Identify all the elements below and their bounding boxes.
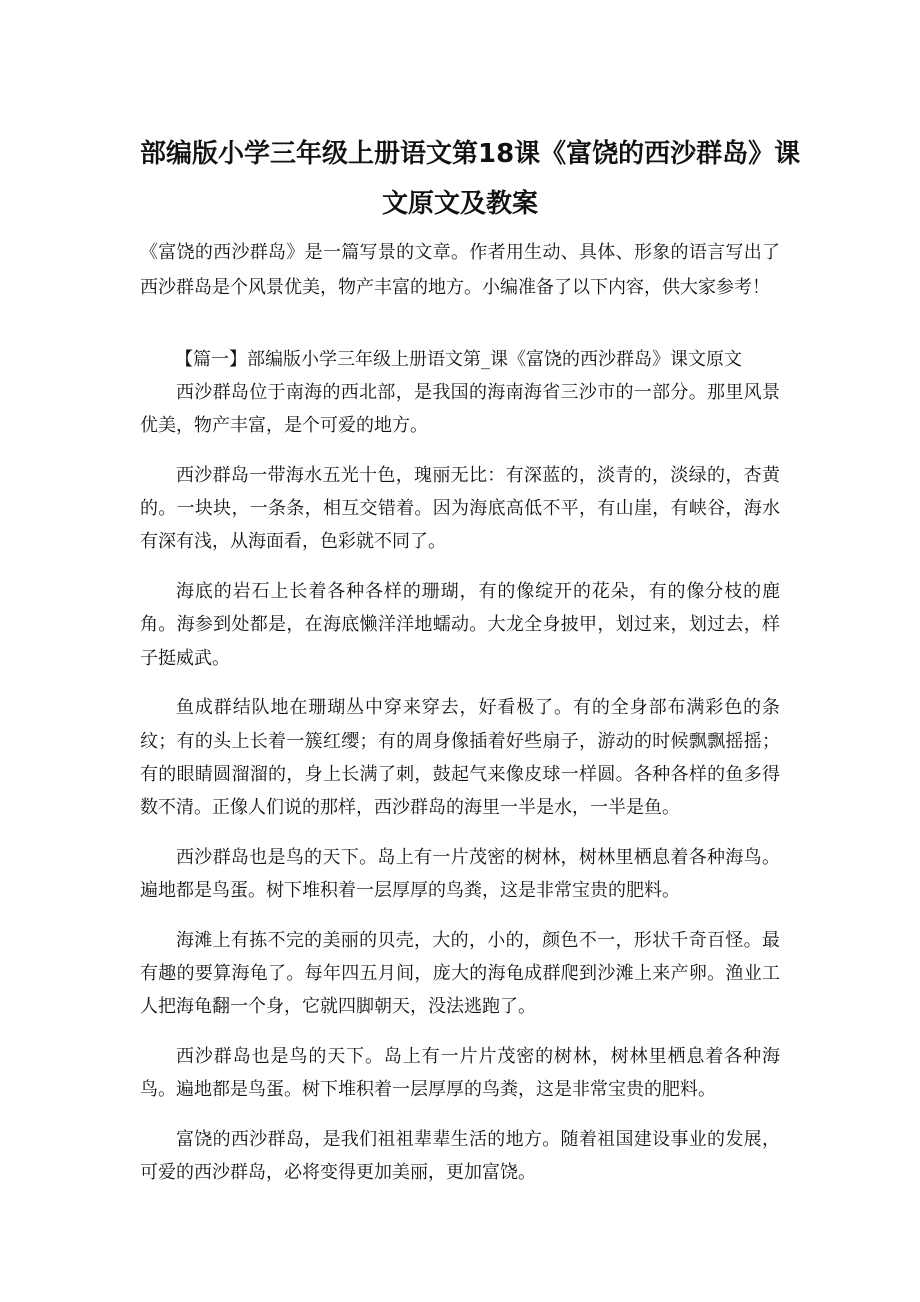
paragraph-8: 富饶的西沙群岛，是我们祖祖辈辈生活的地方。随着祖国建设事业的发展，可爱的西沙群岛，必将变得更加美丽，更加富饶。	[140, 1129, 780, 1184]
paragraph-4: 鱼成群结队地在珊瑚丛中穿来穿去，好看极了。有的全身部布满彩色的条纹；有的头上长着一簇红缨；有的周身像插着好些扇子，游动的时候飘飘摇摇；有的眼睛圆溜溜的，身上长满了刺，鼓起气来像皮球一样圆。各种各样的鱼多得数不清。正像人们说的那样，西沙群岛的海里一半是水，一半是鱼。	[140, 697, 780, 819]
intro-paragraph: 《富饶的西沙群岛》是一篇写景的文章。作者用生动、具体、形象的语言写出了西沙群岛是个风景优美，物产丰富的地方。小编准备了以下内容，供大家参考！	[140, 242, 780, 298]
paragraph-1: 西沙群岛位于南海的西北部，是我国的海南海省三沙市的一部分。那里风景优美，物产丰富，是个可爱的地方。	[140, 382, 780, 437]
article-body	[140, 376, 780, 1189]
document-title-line-2: 文原文及教案	[381, 189, 538, 219]
section-heading: 【篇一】部编版小学三年级上册语文第_课《富饶的西沙群岛》课文原文	[175, 349, 742, 370]
paragraph-3: 海底的岩石上长着各种各样的珊瑚，有的像绽开的花朵，有的像分枝的鹿角。海参到处都是，在海底懒洋洋地蠕动。大龙全身披甲，划过来，划过去，样子挺威武。	[140, 581, 780, 669]
paragraph-2: 西沙群岛一带海水五光十色，瑰丽无比：有深蓝的，淡青的，淡绿的，杏黄的。一块块，一条条，相互交错着。因为海底高低不平，有山崖，有峡谷，海水有深有浅，从海面看，色彩就不同了。	[140, 465, 780, 553]
paragraph-5: 西沙群岛也是鸟的天下。岛上有一片茂密的树林，树林里栖息着各种海鸟。遍地都是鸟蛋。树下堆积着一层厚厚的鸟粪，这是非常宝贵的肥料。	[140, 846, 780, 902]
document-title-line-1: 部编版小学三年级上册语文第18课《富饶的西沙群岛》课	[140, 139, 801, 169]
paragraph-7: 西沙群岛也是鸟的天下。岛上有一片片茂密的树林，树林里栖息着各种海鸟。遍地都是鸟蛋。树下堆积着一层厚厚的鸟粪，这是非常宝贵的肥料。	[140, 1046, 780, 1101]
paragraph-6: 海滩上有拣不完的美丽的贝壳，大的，小的，颜色不一，形状千奇百怪。最有趣的要算海龟了。每年四五月间，庞大的海龟成群爬到沙滩上来产卵。渔业工人把海龟翻一个身，它就四脚朝天，没法逃跑了。	[140, 929, 780, 1018]
